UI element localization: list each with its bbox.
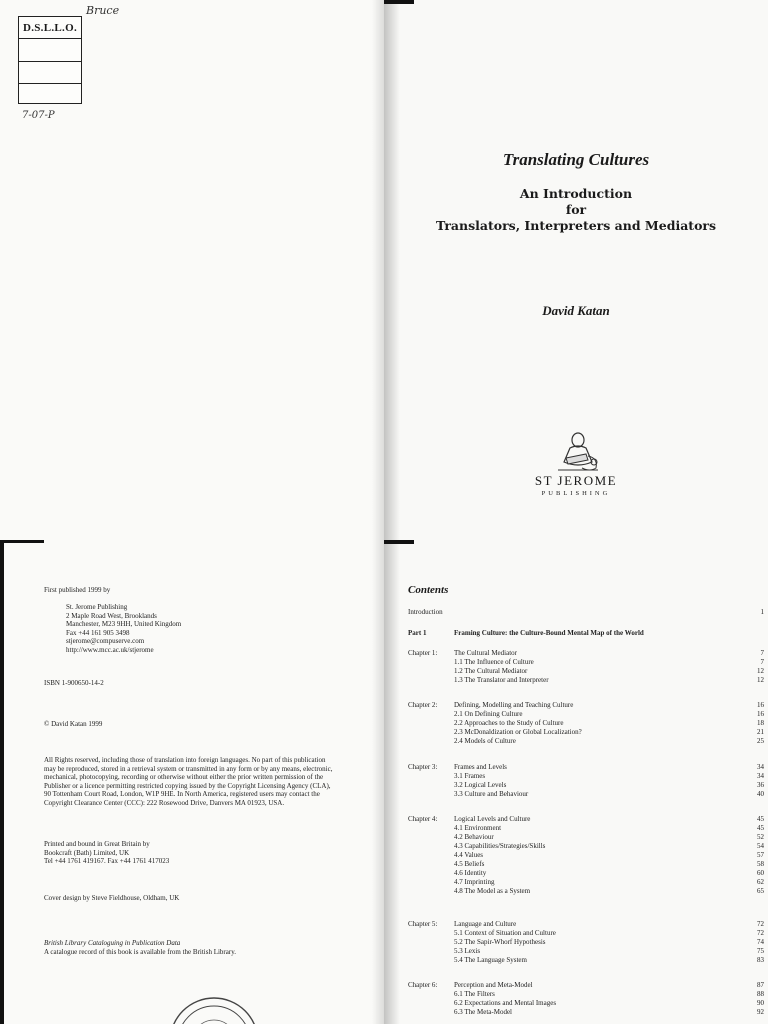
toc-section-title: 1.1 The Influence of Culture: [454, 658, 534, 666]
st-jerome-lion-logo: [548, 428, 604, 474]
rights-line: Publisher or a licence permitting restricted copying issued by the Copyright Licensing Agency (CLA),: [44, 781, 331, 790]
toc-chapter-title: Frames and Levels: [454, 763, 507, 771]
rights-line: mechanical, photocopying, recording or otherwise without either the prior written permission of the: [44, 773, 324, 782]
toc-section-title: 2.1 On Defining Culture: [454, 710, 523, 718]
toc-chapter-title: Perception and Meta-Model: [454, 981, 533, 989]
scan-edge-mark: [384, 0, 414, 4]
printed-line: Tel +44 1761 419167. Fax +44 1761 417023: [44, 857, 170, 866]
contents-heading: Contents: [408, 584, 449, 596]
toc-page-number: 52: [757, 833, 764, 841]
toc-section-title: 5.3 Lexis: [454, 947, 481, 955]
book-subtitle-line-1: An Introduction: [519, 186, 633, 201]
toc-page-number: 88: [757, 990, 764, 998]
toc-section-title: 4.5 Beliefs: [454, 860, 485, 868]
toc-section-title: 4.6 Identity: [454, 869, 487, 877]
toc-section-title: 4.2 Behaviour: [454, 833, 494, 841]
toc-page-number: 16: [757, 710, 764, 718]
rights-line: 90 Tottenham Court Road, London, W1P 9HE. In North America, registered users may contact the: [44, 790, 320, 799]
toc-section-title: 4.8 The Model as a System: [454, 887, 531, 895]
toc-introduction: Introduction: [408, 608, 443, 616]
contents-page: [384, 540, 768, 1024]
toc-section-title: 3.3 Culture and Behaviour: [454, 790, 529, 798]
toc-page-number: 62: [757, 878, 764, 886]
address-line: stjerome@compuserve.com: [66, 637, 145, 646]
toc-page-number: 7: [760, 658, 764, 666]
toc-section-title: 5.4 The Language System: [454, 956, 527, 964]
toc-page-number: 16: [757, 701, 764, 709]
toc-page-number: 12: [757, 667, 764, 675]
toc-page-number: 18: [757, 719, 764, 727]
toc-section-title: 6.1 The Filters: [454, 990, 495, 998]
toc-part-title: Framing Culture: the Culture-Bound Mental Map of the World: [454, 629, 644, 637]
blank-page-with-stamp: [0, 0, 384, 540]
rights-line: All Rights reserved, including those of translation into foreign languages. No part of this publication: [44, 756, 326, 764]
toc-section-title: 1.3 The Translator and Interpreter: [454, 676, 549, 684]
copyright-page: [0, 540, 384, 1024]
toc-page-number: 45: [757, 824, 764, 832]
toc-page-number: 60: [757, 869, 764, 877]
first-published-line: First published 1999 by: [44, 586, 111, 594]
rights-line: Copyright Clearance Center (CCC): 222 Rosewood Drive, Danvers MA 01923, USA.: [44, 798, 285, 807]
address-line: 2 Maple Road West, Brooklands: [66, 611, 157, 620]
stamp-row: [19, 83, 81, 84]
toc-section-title: 2.4 Models of Culture: [454, 737, 516, 745]
book-subtitle-line-2: for: [565, 202, 587, 217]
toc-page-number: 75: [757, 947, 764, 955]
scan-edge-mark: [384, 540, 414, 544]
handwritten-note: Bruce: [86, 4, 120, 17]
page-gutter: [384, 0, 400, 540]
toc-page-number: 12: [757, 676, 764, 684]
toc-section-title: 3.2 Logical Levels: [454, 781, 507, 789]
toc-page-number: 7: [760, 649, 764, 657]
title-page: [384, 0, 768, 540]
university-library-seal: [166, 992, 262, 1024]
toc-section-title: 6.3 The Meta-Model: [454, 1008, 512, 1016]
toc-page-number: 40: [757, 790, 764, 798]
toc-page-number: 72: [757, 929, 764, 937]
address-line: http://www.mcc.ac.uk/stjerome: [66, 645, 154, 654]
toc-chapter-label: Chapter 3:: [408, 763, 438, 771]
book-author: David Katan: [542, 303, 610, 318]
toc-page-number: 92: [757, 1008, 764, 1016]
publisher-name: ST JEROME: [534, 473, 618, 488]
toc-page-number: 25: [757, 737, 764, 745]
toc-section-title: 5.1 Context of Situation and Culture: [454, 929, 556, 937]
toc-page-number: 58: [757, 860, 764, 868]
stamp-label: D.S.L.L.O.: [19, 17, 81, 39]
publisher-subtitle: PUBLISHING: [541, 490, 611, 497]
copyright-line: © David Katan 1999: [44, 720, 103, 728]
publisher-address: [66, 603, 181, 655]
toc-chapter-title: Logical Levels and Culture: [454, 815, 531, 823]
toc-section-title: 1.2 The Cultural Mediator: [454, 667, 528, 675]
toc-section-title: 3.1 Frames: [454, 772, 486, 780]
address-line: Manchester, M23 9HH, United Kingdom: [66, 620, 182, 629]
toc-chapter-label: Chapter 2:: [408, 701, 438, 709]
toc-section-title: 4.4 Values: [454, 851, 484, 859]
address-line: Fax +44 161 905 3498: [66, 628, 130, 637]
toc-section-title: 2.3 McDonaldization or Global Localization?: [454, 728, 582, 736]
toc-page-number: 74: [757, 938, 764, 946]
toc-chapter-title: Defining, Modelling and Teaching Culture: [454, 701, 574, 709]
toc-chapter-label: Chapter 1:: [408, 649, 438, 657]
toc-section-title: 6.2 Expectations and Mental Images: [454, 999, 557, 1007]
toc-part-label: Part 1: [408, 629, 427, 637]
scan-edge-mark: [0, 540, 44, 543]
printed-line: Bookcraft (Bath) Limited, UK: [44, 848, 130, 857]
toc-page-number: 87: [757, 981, 764, 989]
page-gutter: [372, 0, 384, 540]
toc-page-number: 1: [760, 608, 764, 616]
toc-section-title: 4.7 Imprinting: [454, 878, 495, 886]
toc-page-number: 34: [757, 772, 764, 780]
address-line: St. Jerome Publishing: [66, 603, 128, 611]
toc-page-number: 90: [757, 999, 764, 1007]
toc-section-title: 2.2 Approaches to the Study of Culture: [454, 719, 564, 727]
toc-chapter-label: Chapter 5:: [408, 920, 438, 928]
toc-page-number: 83: [757, 956, 764, 964]
toc-page-number: 34: [757, 763, 764, 771]
cip-title: British Library Cataloguing in Publication Data: [44, 939, 181, 947]
rights-paragraph: [44, 756, 332, 808]
stamp-row: [19, 61, 81, 62]
toc-chapter-label: Chapter 4:: [408, 815, 438, 823]
book-title: Translating Cultures: [502, 150, 650, 169]
toc-section-title: 4.1 Environment: [454, 824, 502, 832]
cover-design-line: Cover design by Steve Fieldhouse, Oldham, UK: [44, 894, 180, 902]
toc-chapter-label: Chapter 6:: [408, 981, 438, 989]
cip-text: A catalogue record of this book is available from the British Library.: [44, 948, 236, 956]
page-gutter: [384, 540, 400, 1024]
toc-page-number: 57: [757, 851, 764, 859]
scan-edge-mark: [0, 540, 4, 1024]
toc-section-title: 4.3 Capabilities/Strategies/Skills: [454, 842, 546, 850]
toc-page-number: 54: [757, 842, 764, 850]
page-gutter: [372, 540, 384, 1024]
toc-page-number: 45: [757, 815, 764, 823]
toc-chapter-title: The Cultural Mediator: [454, 649, 517, 657]
toc-chapter-title: Language and Culture: [454, 920, 517, 928]
library-stamp: [18, 16, 82, 104]
toc-page-number: 65: [757, 887, 764, 895]
printed-line: Printed and bound in Great Britain by: [44, 840, 150, 848]
isbn-line: ISBN 1-900650-14-2: [44, 679, 104, 687]
rights-line: may be reproduced, stored in a retrieval system or transmitted in any form or by any means, electronic,: [44, 764, 333, 773]
toc-page-number: 21: [757, 728, 764, 736]
toc-page-number: 36: [757, 781, 764, 789]
toc-section-title: 5.2 The Sapir-Whorf Hypothesis: [454, 938, 546, 946]
book-subtitle-line-3: Translators, Interpreters and Mediators: [435, 218, 717, 233]
handwritten-code: 7-07-P: [22, 110, 55, 121]
printed-by-block: [44, 840, 169, 866]
toc-page-number: 72: [757, 920, 764, 928]
